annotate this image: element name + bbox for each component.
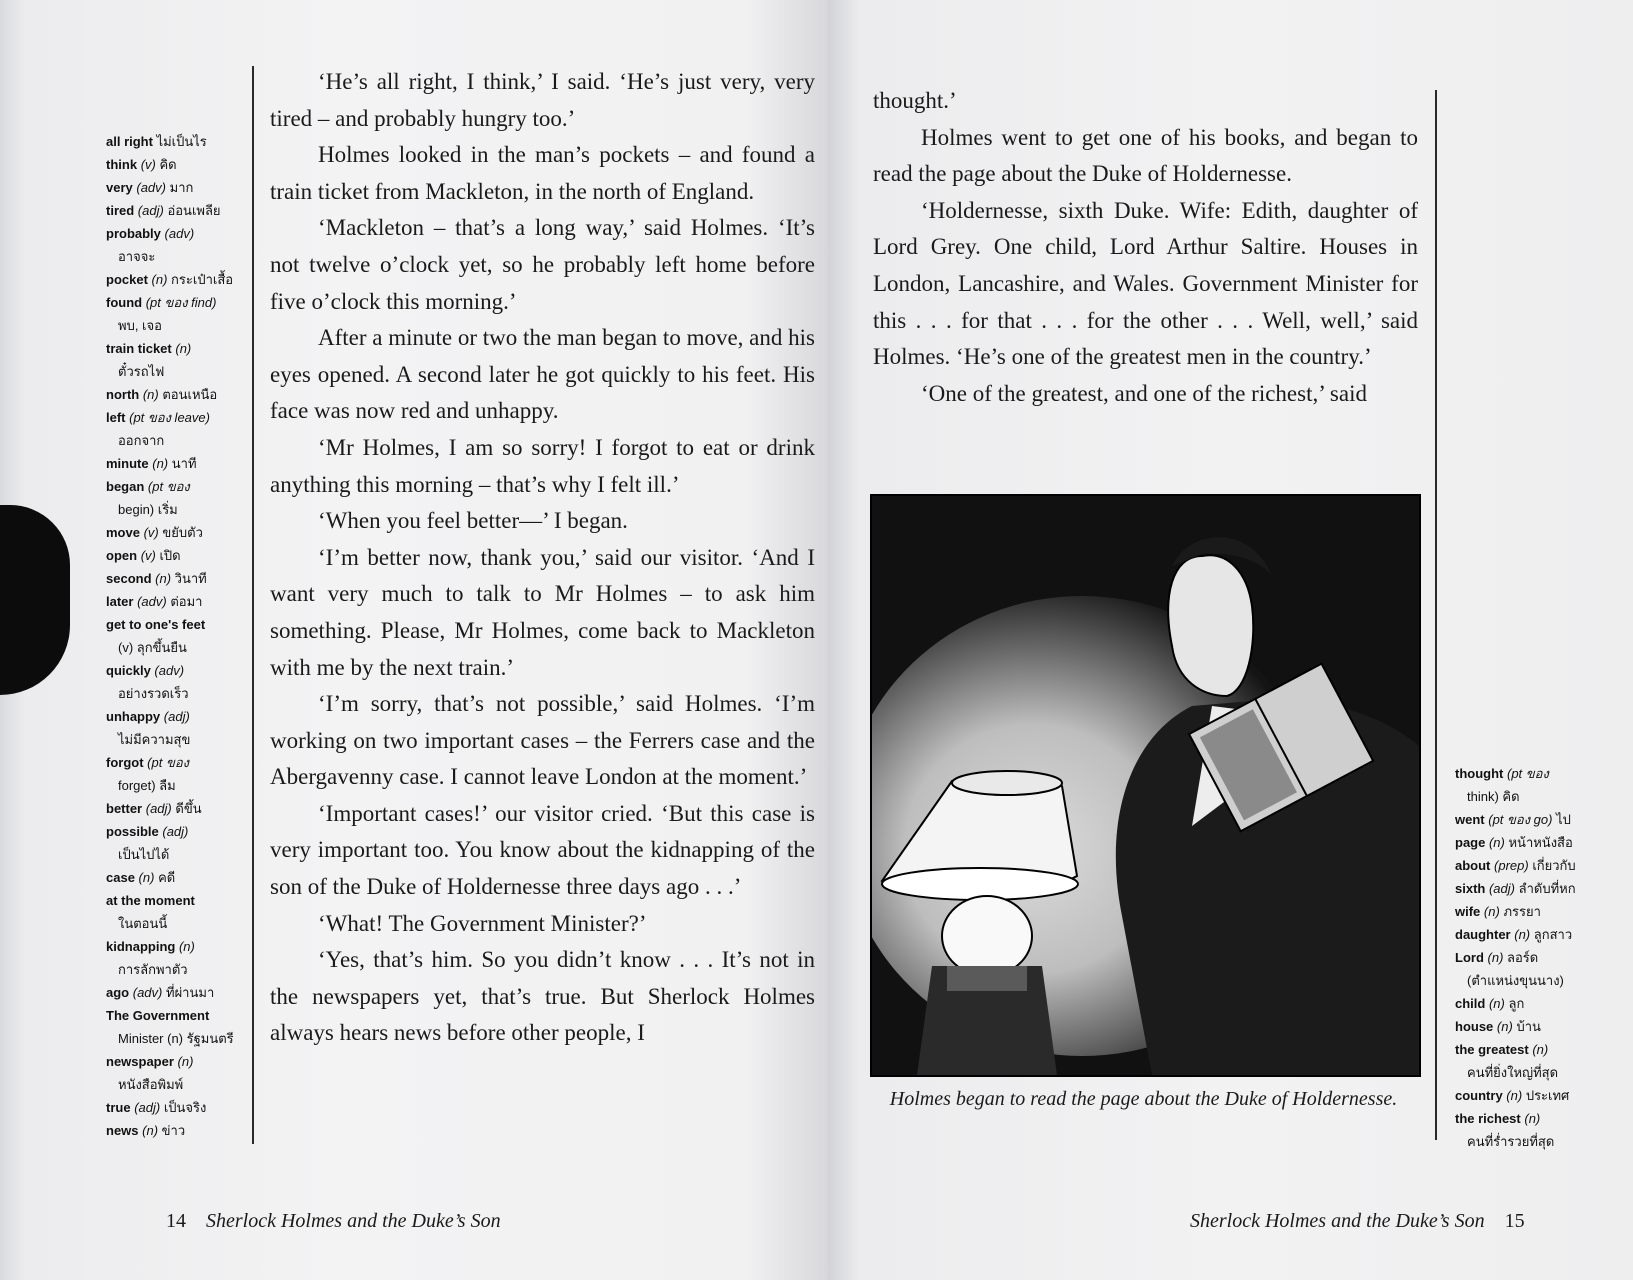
body-paragraph: Holmes looked in the man’s pockets – and found a train ticket from Mackleton, in the north of England. [270,142,815,204]
glossary-pos: (n) [1487,950,1504,965]
glossary-entry [106,590,246,613]
glossary-word: open [106,548,138,563]
glossary-thai: บ้าน [1516,1019,1541,1034]
body-paragraph: ‘Mackleton – that’s a long way,’ said Holmes. ‘It’s not twelve o’clock yet, so he probably left home before five o’clock this morning.’ [270,215,815,314]
glossary-pos: (pt ของ [1507,766,1549,781]
glossary-entry [1455,762,1620,785]
glossary-word: possible [106,824,159,839]
glossary-continuation: การลักพาตัว [118,962,188,977]
glossary-entry [106,797,246,820]
glossary-entry [106,199,246,222]
glossary-pos: (adv) [154,663,185,678]
glossary-thai: ไม่เป็นไร [156,134,207,149]
glossary-entry [1455,808,1620,831]
glossary-word: true [106,1100,131,1115]
glossary-word: train ticket [106,341,172,356]
glossary-pos: (n) [138,870,155,885]
glossary-entry [106,475,246,498]
glossary-thai: ข่าว [161,1123,186,1138]
glossary-entry [1455,877,1620,900]
glossary-word: about [1455,858,1491,873]
right-page-number: 15 [1504,1210,1525,1232]
glossary-word: news [106,1123,139,1138]
body-paragraph: ‘Important cases!’ our visitor cried. ‘But this case is very important too. You know about the kidnapping of the son of the Duke of Holdernesse three days ago . . .’ [270,800,815,900]
illustration-caption: Holmes began to read the page about the Duke of Holdernesse. [889,1088,1398,1110]
glossary-word: The Government [106,1008,210,1023]
glossary-word: minute [106,456,149,471]
body-paragraph: ‘Holdernesse, sixth Duke. Wife: Edith, daughter of Lord Grey. One child, Lord Arthur Saltire. Houses in London, Lancashire, and Wales. Government Minister for this . . . for that . . . for the other . . . Well, well,’ said Holmes. ‘He’s one of the greatest men in the country.’ [873,197,1418,370]
glossary-entry [106,751,246,774]
glossary-entry [1455,946,1620,969]
glossary-word: ago [106,985,130,1000]
glossary-pos: (adj) [134,1100,161,1115]
glossary-entry [1455,1084,1620,1107]
body-paragraph: ‘He’s all right, I think,’ I said. ‘He’s just very, very tired – and probably hungry too.’ [270,69,815,131]
glossary-word: left [106,410,126,425]
body-paragraph: Holmes went to get one of his books, and began to read the page about the Duke of Holdernesse. [873,124,1418,187]
glossary-thai: มาก [169,180,194,195]
glossary-thai: ไป [1556,812,1571,827]
glossary-entry [106,406,246,429]
glossary-continuation: ในตอนนี้ [118,916,168,931]
glossary-word: quickly [106,663,151,678]
glossary-entry [106,222,246,245]
glossary-word: went [1455,812,1485,827]
right-glossary [1455,762,1620,1153]
glossary-pos: (adv) [136,180,166,195]
glossary-pos: (n) [1524,1111,1541,1126]
glossary-pos: (n) [1506,1088,1523,1103]
glossary-word: pocket [106,272,148,287]
glossary-pos: (n) [1532,1042,1549,1057]
glossary-thai: ประเทศ [1525,1088,1570,1103]
glossary-thai: กระเป๋าเสื้อ [171,272,234,287]
glossary-pos: (pt ของ leave) [129,410,210,425]
body-paragraph: ‘One of the greatest, and one of the richest,’ said [921,380,1367,406]
glossary-entry [106,567,246,590]
glossary-pos: (adj) [1488,881,1515,896]
glossary-thai: อ่อนเพลีย [167,203,221,218]
glossary-word: country [1455,1088,1503,1103]
glossary-entry [106,1119,246,1142]
glossary-thai: ดีขึ้น [175,801,202,816]
body-paragraph: After a minute or two the man began to move, and his eyes opened. A second later he got quickly to his feet. His face was now red and unhappy. [270,325,815,424]
body-paragraph: ‘When you feel better—’ I began. [318,508,628,534]
glossary-thai: เกี่ยวกับ [1532,858,1576,873]
glossary-entry [106,291,246,314]
glossary-continuation: คนที่ยิ่งใหญ่ที่สุด [1467,1065,1559,1080]
glossary-pos: (n) [155,571,172,586]
glossary-word: forgot [106,755,144,770]
glossary-word: unhappy [106,709,161,724]
glossary-entry [1455,854,1620,877]
glossary-pos: (v) [143,525,159,540]
glossary-pos: (n) [1514,927,1531,942]
glossary-entry [106,153,246,176]
glossary-thai: ขยับตัว [162,525,203,540]
body-paragraph: ‘Yes, that’s him. So you didn’t know . . . It’s not in the newspapers yet, that’s true. But Sherlock Holmes always hears news before other people, I [270,947,815,1046]
glossary-continuation: อาจจะ [118,249,156,264]
left-body-text [270,64,815,1052]
glossary-thai: คดี [158,870,176,885]
glossary-word: later [106,594,134,609]
glossary-word: the greatest [1455,1042,1529,1057]
glossary-entry [106,544,246,567]
right-glossary-divider [1435,90,1437,1140]
body-paragraph: ‘What! The Government Minister?’ [318,910,647,936]
glossary-continuation: พบ, เจอ [118,318,162,333]
glossary-entry [106,705,246,728]
glossary-pos: (adj) [145,801,172,816]
glossary-entry [106,820,246,843]
glossary-thai: ตอนเหนือ [162,387,218,402]
glossary-thai: นาที [171,456,197,471]
left-footer [166,1210,501,1233]
glossary-thai: ต่อมา [170,594,203,609]
glossary-pos: (pt ของ go) [1488,812,1553,827]
glossary-pos: (pt ของ find) [145,295,217,310]
glossary-pos: (adj) [162,824,189,839]
left-glossary [106,130,246,1142]
glossary-word: page [1455,835,1486,850]
glossary-word: newspaper [106,1054,174,1069]
left-page-number: 14 [166,1210,186,1232]
illustration-svg [872,496,1419,1075]
glossary-pos: (n) [177,1054,194,1069]
glossary-entry [106,613,246,636]
glossary-entry [106,1004,246,1027]
body-paragraph: ‘Mr Holmes, I am so sorry! I forgot to eat or drink anything this morning – that’s why I felt ill.’ [270,434,815,497]
glossary-continuation: (v) ลุกขึ้นยืน [118,640,187,655]
glossary-pos: (pt ของ [147,479,190,494]
glossary-entry [1455,992,1620,1015]
glossary-entry [106,866,246,889]
glossary-entry [106,521,246,544]
glossary-word: think [106,157,138,172]
glossary-continuation: เป็นไปได้ [118,847,170,862]
glossary-pos: (n) [152,456,169,471]
glossary-pos: (n) [178,939,195,954]
glossary-word: child [1455,996,1486,1011]
glossary-thai: เปิด [159,548,181,563]
glossary-entry [106,935,246,958]
glossary-pos: (n) [1488,835,1505,850]
glossary-entry [1455,1038,1620,1061]
glossary-word: very [106,180,133,195]
glossary-pos: (adj) [137,203,164,218]
left-glossary-divider [252,66,254,1144]
glossary-pos: (n) [142,1123,159,1138]
glossary-entry [106,176,246,199]
glossary-entry [106,659,246,682]
glossary-entry [106,1050,246,1073]
glossary-word: thought [1455,766,1504,781]
glossary-thai: วินาที [174,571,207,586]
glossary-pos: (adj) [163,709,190,724]
glossary-word: wife [1455,904,1481,919]
glossary-word: move [106,525,140,540]
glossary-word: house [1455,1019,1494,1034]
glossary-continuation: คนที่ร่ำรวยที่สุด [1467,1134,1555,1149]
glossary-thai: คิด [159,157,177,172]
glossary-continuation: ไม่มีความสุข [118,732,191,747]
glossary-pos: (pt ของ [147,755,189,770]
glossary-entry [106,452,246,475]
glossary-thai: เป็นจริง [163,1100,207,1115]
glossary-entry [106,337,246,360]
glossary-pos: (n) [1483,904,1500,919]
glossary-continuation: think) คิด [1467,789,1520,804]
glossary-word: the richest [1455,1111,1521,1126]
glossary-word: kidnapping [106,939,176,954]
glossary-thai: ลำดับที่หก [1518,881,1576,896]
glossary-thai: ภรรยา [1503,904,1541,919]
glossary-pos: (v) [140,548,156,563]
glossary-thai: ลูกสาว [1533,927,1573,942]
glossary-continuation: (ตำแหน่งขุนนาง) [1467,973,1564,988]
glossary-word: began [106,479,145,494]
right-footer [1190,1210,1525,1233]
glossary-entry [106,383,246,406]
glossary-word: probably [106,226,161,241]
glossary-continuation: begin) เริ่ม [118,502,178,517]
glossary-word: found [106,295,143,310]
glossary-word: get to one's feet [106,617,206,632]
glossary-entry [106,981,246,1004]
glossary-entry [1455,1015,1620,1038]
glossary-entry [1455,923,1620,946]
left-running-title: Sherlock Holmes and the Duke’s Son [206,1210,501,1232]
glossary-continuation: forget) ลืม [118,778,176,793]
glossary-pos: (n) [142,387,159,402]
glossary-thai: ลูก [1508,996,1525,1011]
glossary-pos: (adv) [132,985,163,1000]
right-running-title: Sherlock Holmes and the Duke’s Son [1190,1210,1485,1232]
glossary-word: north [106,387,140,402]
glossary-pos: (n) [151,272,168,287]
glossary-word: second [106,571,152,586]
glossary-pos: (prep) [1494,858,1529,873]
glossary-word: all right [106,134,153,149]
glossary-continuation: Minister (n) รัฐมนตรี [118,1031,234,1046]
glossary-entry [1455,900,1620,923]
glossary-word: case [106,870,135,885]
body-paragraph: ‘I’m sorry, that’s not possible,’ said Holmes. ‘I’m working on two important cases – the Ferrers case and the Abergavenny case. I cannot leave London at the moment.’ [270,691,815,790]
right-opening-line: thought.’ [873,88,957,113]
body-paragraph: ‘I’m better now, thank you,’ said our visitor. ‘And I want very much to talk to Mr Holmes – to ask him something. Please, Mr Holmes, come back to Mackleton with me by the next train.’ [270,544,815,680]
glossary-pos: (adv) [137,594,167,609]
glossary-thai: ที่ผ่านมา [166,985,215,1000]
glossary-word: tired [106,203,135,218]
glossary-entry [106,1096,246,1119]
glossary-continuation: อย่างรวดเร็ว [118,686,189,701]
glossary-continuation: หนังสือพิมพ์ [118,1077,184,1092]
glossary-pos: (v) [140,157,156,172]
thumb-shadow [0,505,70,695]
glossary-thai: หน้าหนังสือ [1508,835,1573,850]
glossary-word: Lord [1455,950,1484,965]
glossary-word: daughter [1455,927,1511,942]
glossary-pos: (n) [1496,1019,1513,1034]
glossary-word: at the moment [106,893,195,908]
glossary-entry [106,268,246,291]
glossary-entry [106,130,246,153]
glossary-pos: (n) [1488,996,1505,1011]
glossary-entry [1455,831,1620,854]
glossary-entry [1455,1107,1620,1130]
glossary-word: sixth [1455,881,1486,896]
glossary-continuation: ออกจาก [118,433,165,448]
glossary-continuation: ตั๋วรถไฟ [118,364,165,379]
holmes-reading-illustration [870,494,1421,1077]
glossary-pos: (n) [175,341,192,356]
glossary-entry [106,889,246,912]
glossary-thai: ลอร์ด [1507,950,1539,965]
glossary-word: better [106,801,143,816]
glossary-pos: (adv) [164,226,195,241]
right-body-text [873,83,1418,412]
